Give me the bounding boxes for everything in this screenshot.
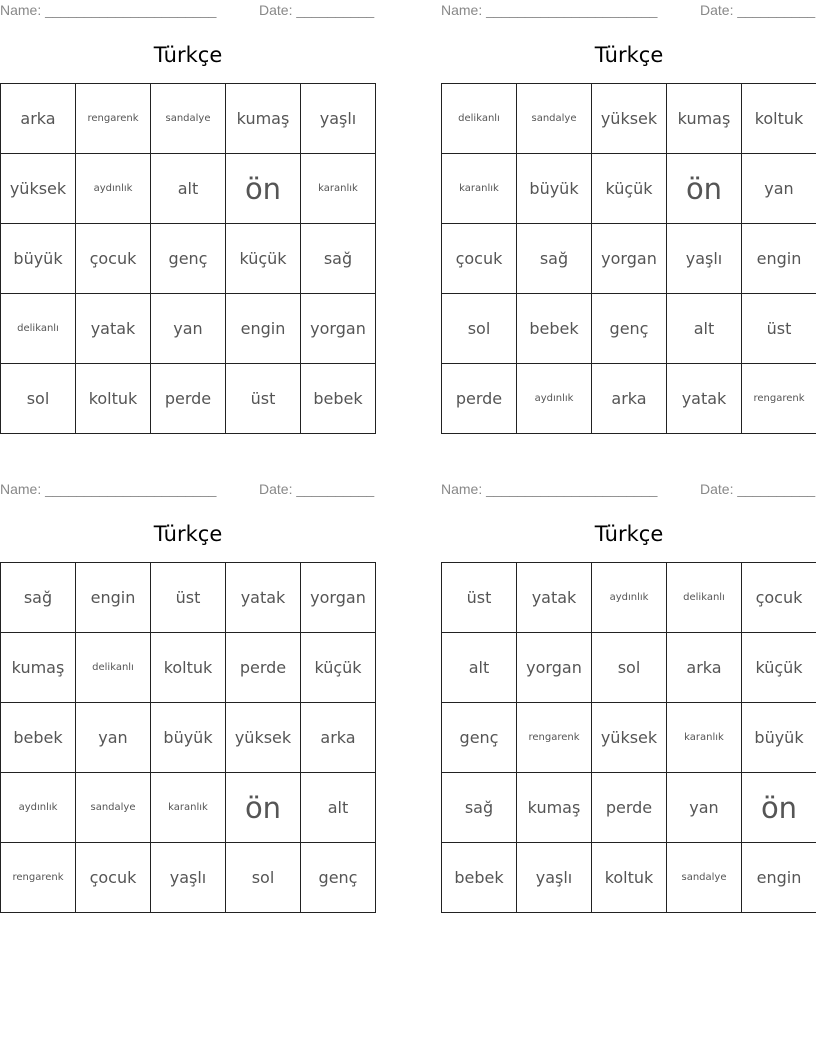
grid-row xyxy=(1,773,376,843)
bingo-card-3 xyxy=(0,479,376,919)
grid-cell: sandalye xyxy=(667,843,742,913)
grid-cell: genç xyxy=(442,703,517,773)
grid-cell: yüksek xyxy=(592,84,667,154)
grid-cell: koltuk xyxy=(742,84,816,154)
name-label: Name: ______________________ xyxy=(441,2,658,18)
grid-cell: büyük xyxy=(151,703,226,773)
grid-cell: arka xyxy=(301,703,376,773)
grid-cell: yorgan xyxy=(517,633,592,703)
grid-cell: engin xyxy=(742,843,816,913)
grid-cell: sol xyxy=(442,294,517,364)
grid-cell: çocuk xyxy=(442,224,517,294)
grid-cell: perde xyxy=(592,773,667,843)
grid-cell: sandalye xyxy=(151,84,226,154)
grid-cell: rengarenk xyxy=(517,703,592,773)
grid-cell: arka xyxy=(667,633,742,703)
grid-cell: sol xyxy=(592,633,667,703)
grid-cell: genç xyxy=(301,843,376,913)
grid-cell: perde xyxy=(442,364,517,434)
grid-cell: çocuk xyxy=(76,843,151,913)
grid-cell: yaşlı xyxy=(151,843,226,913)
grid-cell: aydınlık xyxy=(1,773,76,843)
grid-cell: karanlık xyxy=(151,773,226,843)
grid-cell: yorgan xyxy=(301,563,376,633)
grid-cell: delikanlı xyxy=(76,633,151,703)
grid-cell: ön xyxy=(667,154,742,224)
grid-row xyxy=(1,563,376,633)
grid-cell: sandalye xyxy=(76,773,151,843)
grid-cell: sandalye xyxy=(517,84,592,154)
bingo-card-1 xyxy=(0,0,376,440)
grid-cell: yan xyxy=(742,154,816,224)
grid-cell: çocuk xyxy=(76,224,151,294)
grid-cell: alt xyxy=(442,633,517,703)
name-label: Name: ______________________ xyxy=(0,2,217,18)
grid-cell: aydınlık xyxy=(517,364,592,434)
grid-cell: yatak xyxy=(517,563,592,633)
grid-cell: bebek xyxy=(517,294,592,364)
header-row xyxy=(0,0,376,22)
grid-cell: engin xyxy=(76,563,151,633)
header-row xyxy=(0,479,376,501)
grid-cell: perde xyxy=(226,633,301,703)
grid-cell: alt xyxy=(301,773,376,843)
grid-row xyxy=(1,364,376,434)
date-label: Date: __________ xyxy=(259,2,375,18)
grid-cell: perde xyxy=(151,364,226,434)
grid-cell: bebek xyxy=(442,843,517,913)
grid-row xyxy=(1,633,376,703)
grid-cell: yan xyxy=(667,773,742,843)
name-label: Name: ______________________ xyxy=(0,481,217,497)
grid-row xyxy=(442,224,816,294)
grid-row xyxy=(1,843,376,913)
grid-cell: yatak xyxy=(226,563,301,633)
grid-cell: ön xyxy=(226,773,301,843)
grid-cell: ön xyxy=(742,773,816,843)
grid-cell: yaşlı xyxy=(667,224,742,294)
grid-row xyxy=(442,703,816,773)
grid-cell: delikanlı xyxy=(1,294,76,364)
grid-cell: yüksek xyxy=(226,703,301,773)
grid-cell: koltuk xyxy=(592,843,667,913)
date-label: Date: __________ xyxy=(700,2,816,18)
grid-cell: sol xyxy=(1,364,76,434)
grid-cell: yorgan xyxy=(592,224,667,294)
grid-row xyxy=(442,294,816,364)
grid-row xyxy=(1,84,376,154)
grid-cell: yaşlı xyxy=(301,84,376,154)
grid-cell: genç xyxy=(151,224,226,294)
grid-cell: yorgan xyxy=(301,294,376,364)
grid-row xyxy=(1,703,376,773)
grid-cell: kumaş xyxy=(1,633,76,703)
name-label: Name: ______________________ xyxy=(441,481,658,497)
card-title: Türkçe xyxy=(594,522,664,546)
grid-cell: alt xyxy=(667,294,742,364)
grid-cell: koltuk xyxy=(151,633,226,703)
grid-cell: yaşlı xyxy=(517,843,592,913)
bingo-grid xyxy=(441,562,816,913)
grid-cell: yüksek xyxy=(592,703,667,773)
bingo-card-2 xyxy=(441,0,816,440)
grid-cell: arka xyxy=(1,84,76,154)
grid-cell: küçük xyxy=(742,633,816,703)
bingo-grid xyxy=(0,83,376,434)
grid-row xyxy=(442,84,816,154)
grid-cell: üst xyxy=(226,364,301,434)
grid-cell: ön xyxy=(226,154,301,224)
grid-cell: büyük xyxy=(742,703,816,773)
grid-cell: yatak xyxy=(76,294,151,364)
grid-cell: üst xyxy=(742,294,816,364)
date-label: Date: __________ xyxy=(700,481,816,497)
grid-cell: sağ xyxy=(1,563,76,633)
grid-cell: yüksek xyxy=(1,154,76,224)
grid-cell: küçük xyxy=(592,154,667,224)
grid-row xyxy=(442,633,816,703)
grid-cell: yan xyxy=(151,294,226,364)
grid-row xyxy=(1,154,376,224)
grid-row xyxy=(1,294,376,364)
grid-cell: genç xyxy=(592,294,667,364)
date-label: Date: __________ xyxy=(259,481,375,497)
grid-cell: engin xyxy=(742,224,816,294)
grid-cell: büyük xyxy=(1,224,76,294)
grid-cell: küçük xyxy=(301,633,376,703)
grid-row xyxy=(1,224,376,294)
grid-cell: bebek xyxy=(301,364,376,434)
grid-row xyxy=(442,154,816,224)
grid-row xyxy=(442,364,816,434)
grid-cell: rengarenk xyxy=(1,843,76,913)
bingo-card-4 xyxy=(441,479,816,919)
grid-cell: delikanlı xyxy=(667,563,742,633)
grid-cell: aydınlık xyxy=(76,154,151,224)
grid-cell: arka xyxy=(592,364,667,434)
grid-cell: sol xyxy=(226,843,301,913)
grid-row xyxy=(442,843,816,913)
grid-cell: sağ xyxy=(301,224,376,294)
bingo-grid xyxy=(441,83,816,434)
grid-cell: küçük xyxy=(226,224,301,294)
grid-cell: koltuk xyxy=(76,364,151,434)
grid-cell: sağ xyxy=(442,773,517,843)
header-row xyxy=(441,0,816,22)
card-title: Türkçe xyxy=(153,43,223,67)
grid-cell: büyük xyxy=(517,154,592,224)
grid-cell: rengarenk xyxy=(76,84,151,154)
grid-cell: kumaş xyxy=(517,773,592,843)
grid-row xyxy=(442,773,816,843)
grid-cell: kumaş xyxy=(667,84,742,154)
card-title: Türkçe xyxy=(153,522,223,546)
grid-cell: karanlık xyxy=(667,703,742,773)
card-title: Türkçe xyxy=(594,43,664,67)
grid-cell: engin xyxy=(226,294,301,364)
grid-cell: sağ xyxy=(517,224,592,294)
grid-cell: rengarenk xyxy=(742,364,816,434)
grid-cell: delikanlı xyxy=(442,84,517,154)
header-row xyxy=(441,479,816,501)
bingo-grid xyxy=(0,562,376,913)
grid-cell: karanlık xyxy=(301,154,376,224)
grid-cell: çocuk xyxy=(742,563,816,633)
grid-row xyxy=(442,563,816,633)
grid-cell: kumaş xyxy=(226,84,301,154)
grid-cell: aydınlık xyxy=(592,563,667,633)
grid-cell: bebek xyxy=(1,703,76,773)
grid-cell: üst xyxy=(151,563,226,633)
grid-cell: yatak xyxy=(667,364,742,434)
grid-cell: üst xyxy=(442,563,517,633)
grid-cell: karanlık xyxy=(442,154,517,224)
grid-cell: yan xyxy=(76,703,151,773)
grid-cell: alt xyxy=(151,154,226,224)
